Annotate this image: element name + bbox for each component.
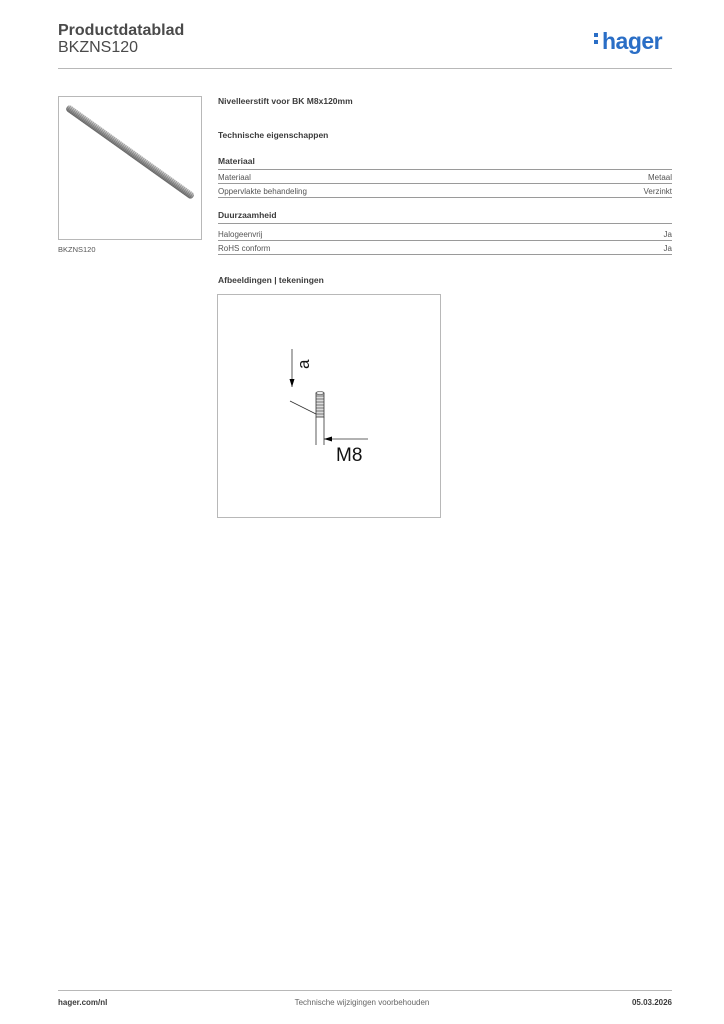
group-heading-materiaal: Materiaal [218,156,672,170]
property-row [218,226,672,241]
property-label: Halogeenvrij [218,230,263,239]
product-description: Nivelleerstift voor BK M8x120mm [218,96,353,106]
property-row [218,169,672,184]
property-value: Verzinkt [643,187,672,196]
footer-website: hager.com/nl [58,998,108,1007]
property-value: Metaal [647,173,672,182]
technical-drawing [217,294,441,518]
drawings-heading: Afbeeldingen | tekeningen [218,275,324,285]
property-row [218,183,672,198]
property-row [218,240,672,255]
hager-logo [594,28,662,55]
footer-notice: Technische wijzigingen voorbehouden [294,998,430,1007]
product-code: BKZNS120 [58,39,139,56]
property-label: Materiaal [218,173,251,182]
dimension-m8-label: M8 [336,445,363,466]
property-label: RoHS conform [218,244,271,253]
dimension-a-label: a [294,359,313,369]
footer-date: 05.03.2026 [631,998,672,1007]
property-value: Ja [663,244,672,253]
logo-text: hager [602,28,663,54]
group-heading-duurzaamheid: Duurzaamheid [218,210,672,224]
logo-dots-icon [594,33,599,47]
product-image [58,96,202,240]
product-image-caption: BKZNS120 [58,245,96,254]
footer-divider [58,990,672,991]
page-title: Productdatablad [58,22,185,39]
threaded-rod-icon [59,97,201,239]
property-value: Ja [663,230,672,239]
header-divider [58,68,672,69]
technical-properties-heading: Technische eigenschappen [218,130,329,140]
dimension-drawing-icon [218,295,440,517]
property-label: Oppervlakte behandeling [218,187,307,196]
